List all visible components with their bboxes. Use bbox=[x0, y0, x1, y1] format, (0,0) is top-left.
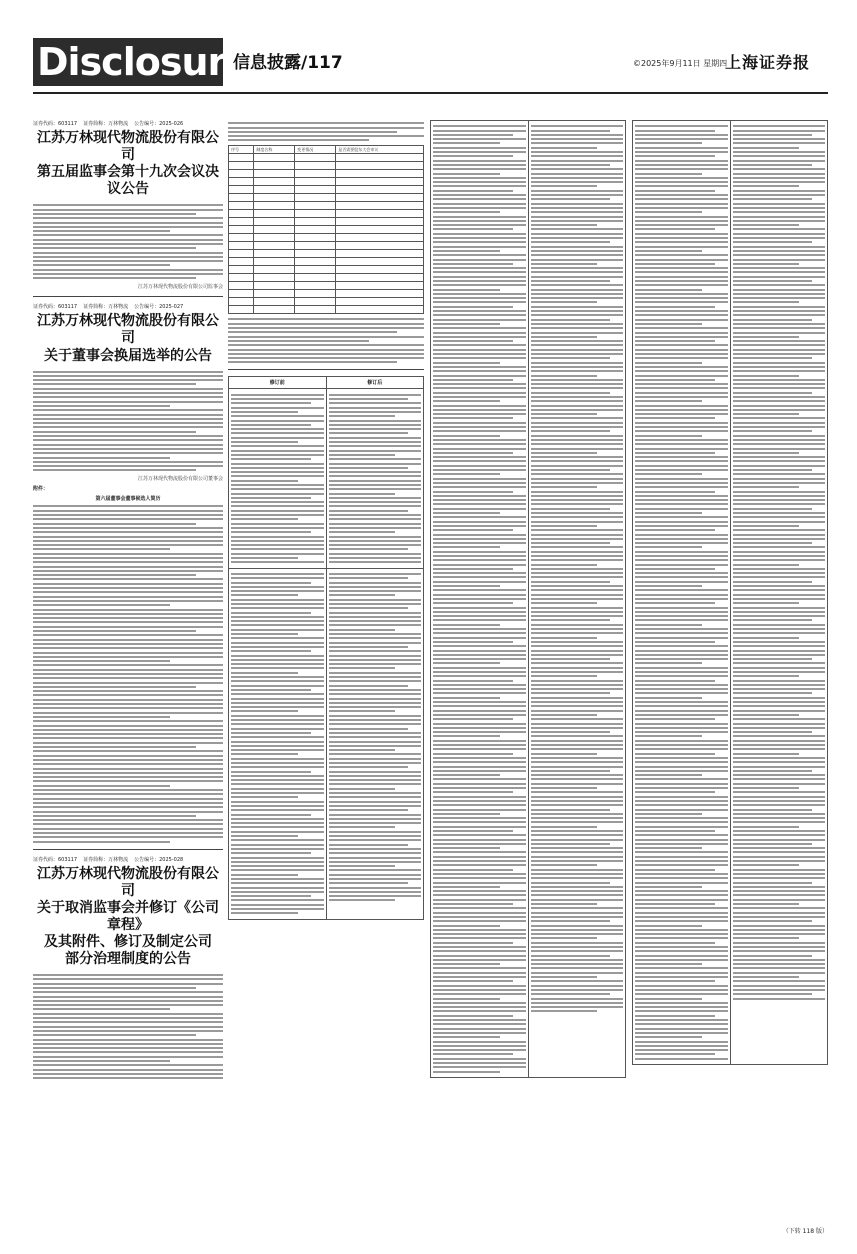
stock-short: 证券简称：万林物流 bbox=[83, 856, 129, 863]
title-line: 部分治理制度的公告 bbox=[65, 950, 191, 967]
announcement-no: 公告编号：2025-027 bbox=[134, 304, 184, 311]
notice-title bbox=[33, 866, 223, 968]
notice-header bbox=[33, 303, 223, 310]
page-number: /117 bbox=[301, 53, 343, 73]
section-title bbox=[233, 48, 343, 73]
governance-rules-table bbox=[228, 145, 424, 314]
stock-short: 证券简称：万林物流 bbox=[83, 304, 129, 311]
column-d bbox=[632, 120, 828, 1065]
signature: 江苏万林现代物流股份有限公司监事会 bbox=[137, 284, 223, 291]
attachment-label: 附件： bbox=[33, 486, 49, 493]
title-line: 第五届监事会第十九次会议决议公告 bbox=[37, 164, 219, 198]
brand-logo: Disclosure bbox=[33, 38, 223, 86]
notice-body bbox=[33, 204, 223, 279]
edition-date: ©2025年9月11日 星期四 bbox=[633, 59, 728, 68]
masthead-rule bbox=[33, 92, 828, 94]
stock-code: 证券代码：603117 bbox=[33, 856, 78, 863]
title-line: 及其附件、修订及制定公司 bbox=[44, 933, 212, 950]
section-name: 信息披露 bbox=[233, 53, 301, 73]
announcement-no: 公告编号：2025-026 bbox=[134, 121, 184, 127]
newspaper-name: 上海证券报 bbox=[725, 53, 811, 72]
stock-short: 证券简称：万林物流 bbox=[83, 121, 129, 127]
candidate-bio bbox=[33, 505, 223, 842]
notice-body bbox=[228, 122, 424, 141]
notice-body bbox=[33, 974, 223, 1079]
title-line: 江苏万林现代物流股份有限公司 bbox=[37, 865, 219, 899]
column-c bbox=[430, 120, 626, 1078]
articles-comparison-table bbox=[430, 120, 626, 1078]
masthead bbox=[33, 38, 828, 88]
table-header: 序号 bbox=[229, 146, 254, 154]
comparison-header-before: 修订前 bbox=[229, 377, 327, 389]
column-a bbox=[33, 120, 223, 1083]
continued-notice: （下转 118 版） bbox=[782, 1228, 828, 1235]
divider bbox=[228, 369, 424, 370]
stock-code: 证券代码：603117 bbox=[33, 121, 78, 127]
articles-comparison-table bbox=[632, 120, 828, 1065]
title-line: 江苏万林现代物流股份有限公司 bbox=[37, 130, 219, 164]
stock-code: 证券代码：603117 bbox=[33, 304, 78, 311]
notice-header bbox=[33, 856, 223, 863]
notice-title bbox=[33, 313, 223, 364]
column-b bbox=[228, 120, 424, 920]
notice-header bbox=[33, 120, 223, 127]
divider bbox=[33, 849, 223, 850]
articles-comparison-table bbox=[228, 376, 424, 919]
notice-title bbox=[33, 130, 223, 198]
comparison-header-after: 修订后 bbox=[326, 377, 424, 389]
title-line: 关于取消监事会并修订《公司章程》 bbox=[37, 899, 219, 933]
divider bbox=[33, 296, 223, 297]
notice-body bbox=[228, 318, 424, 363]
notice-body bbox=[33, 371, 223, 472]
signature: 江苏万林现代物流股份有限公司董事会 bbox=[137, 476, 223, 483]
title-line: 江苏万林现代物流股份有限公司 bbox=[37, 313, 219, 347]
table-header: 变更情况 bbox=[295, 146, 336, 154]
table-header: 制度名称 bbox=[254, 146, 295, 154]
candidate-bio-heading: 第六届董事会董事候选人简历 bbox=[95, 496, 161, 503]
announcement-no: 公告编号：2025-028 bbox=[134, 856, 184, 863]
table-header: 是否需要股东大会审议 bbox=[336, 146, 424, 154]
title-line: 关于董事会换届选举的公告 bbox=[44, 347, 212, 364]
